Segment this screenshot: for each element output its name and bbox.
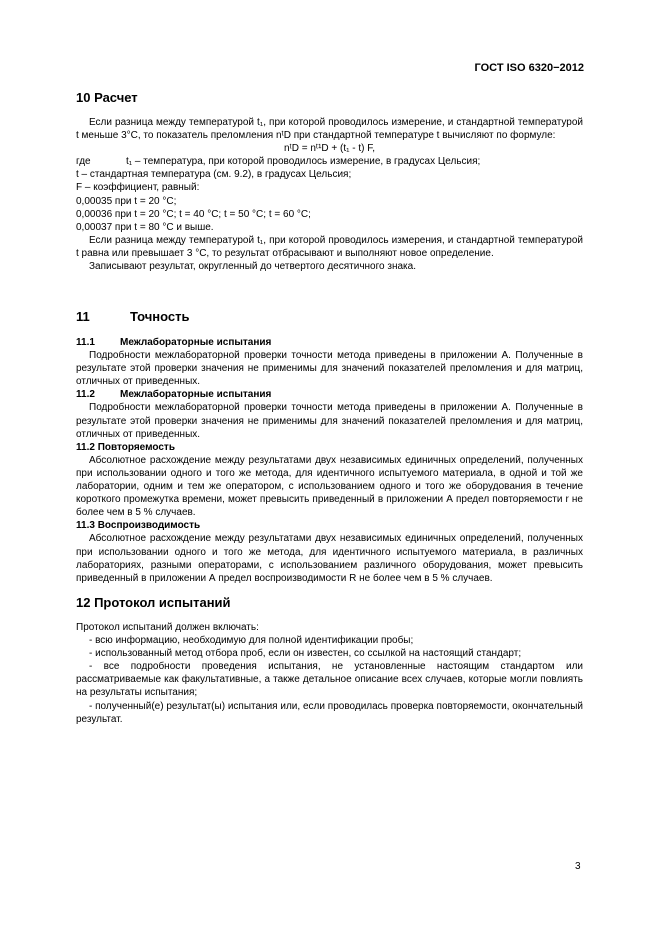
section-11-name: Точность <box>130 309 190 324</box>
coefficient-2: 0,00036 при t = 20 °C; t = 40 °C; t = 50 °C; t = 60 °C; <box>76 208 311 220</box>
section-10-paragraph-1: Если разница между температурой t₁, при которой проводилось измерение, и стандартной температурой t меньше 3°C, то показатель преломления nᵗD при стандартной температуре t вычисляют по формуле: <box>76 117 583 142</box>
subsection-11-2-text: Подробности межлабораторной проверки точности метода приведены в приложении А. Полученные в результате этой проверки значения не применимы для значений показателей преломления и для матриц, отличных от приведенных. <box>76 402 583 440</box>
definition-t: t – стандартная температура (см. 9.2), в градусах Цельсия; <box>76 169 352 181</box>
section-12-title: 12 Протокол испытаний <box>76 595 231 610</box>
repeatability-text: Абсолютное расхождение между результатами двух независимых единичных определений, полученных при использовании одного и того же метода, для идентичного испытуемого материала, в одной и той же лаборатории, одним и тем же оператором, с использованием одного и того же оборудования в течение короткого промежутка времени, может превысить приведенный в приложении А предел повторяемости r не более чем в 5 % случаев. <box>76 454 583 519</box>
refraction-formula: nᵗD = nᵗ¹D + (t₁ - t) F, <box>283 143 376 155</box>
subsection-11-1-text: Подробности межлабораторной проверки точности метода приведены в приложении А. Полученные в результате этой проверки значения не применимы для значений показателей преломления и для матриц, отличных от приведенных. <box>76 350 583 388</box>
report-item-1: - всю информацию, необходимую для полной идентификации пробы; <box>89 635 414 647</box>
where-label: где <box>76 156 91 168</box>
section-11-number: 11 <box>76 309 90 324</box>
subsection-11-2-title: Межлабораторные испытания <box>120 389 272 401</box>
standard-designation: ГОСТ ISO 6320−2012 <box>474 62 584 74</box>
subsection-11-2-heading <box>76 388 583 401</box>
where-t1: t₁ – температура, при которой проводилось измерение, в градусах Цельсия; <box>126 156 481 168</box>
section-11-title <box>76 309 190 324</box>
report-item-3: - все подробности проведения испытания, не установленные настоящим стандартом или рассматриваемые как факультативные, а также детальное описание всех случаев, которые могли повлиять на результаты испытания; <box>76 661 583 699</box>
definition-F: F – коэффициент, равный: <box>76 182 200 194</box>
coefficient-3: 0,00037 при t = 80 °C и выше. <box>76 221 214 233</box>
report-intro: Протокол испытаний должен включать: <box>76 622 259 633</box>
report-item-4: - полученный(е) результат(ы) испытания или, если проводилась проверка повторяемости, окончательный результат. <box>76 700 583 725</box>
repeatability-heading: 11.2 Повторяемость <box>76 441 175 453</box>
section-12-body <box>76 621 583 726</box>
section-10-paragraph-2: Если разница между температурой t₁, при которой проводилось измерения, и стандартной температурой t равна или превышает 3 °C, то результат отбрасывают и выполняют новое определение. <box>76 234 583 259</box>
page-number: 3 <box>575 861 581 872</box>
coefficient-1: 0,00035 при t = 20 °C; <box>76 195 177 207</box>
section-10-paragraph-3: Записывают результат, округленный до четвертого десятичного знака. <box>89 261 416 273</box>
where-line <box>76 155 583 168</box>
subsection-11-1-heading <box>76 336 583 349</box>
reproducibility-text: Абсолютное расхождение между результатами двух независимых единичных определений, полученных при использовании одного и того же метода, для идентичного испытуемого материала, в различных лабораториях, разными операторами, с использованием различного оборудования, может превысить приведенный в приложении А предел воспроизводимости R не более чем в 5 % случаев. <box>76 533 583 584</box>
subsection-11-1-title: Межлабораторные испытания <box>120 337 272 348</box>
reproducibility-heading: 11.3 Воспроизводимость <box>76 520 201 532</box>
report-item-2: - использованный метод отбора проб, если он известен, со ссылкой на настоящий стандарт; <box>89 648 522 660</box>
section-10-title: 10 Расчет <box>76 90 138 105</box>
subsection-11-1-number: 11.1 <box>76 337 95 348</box>
section-10-body <box>76 116 583 273</box>
subsection-11-2-number: 11.2 <box>76 389 95 401</box>
section-11-body <box>76 336 583 585</box>
